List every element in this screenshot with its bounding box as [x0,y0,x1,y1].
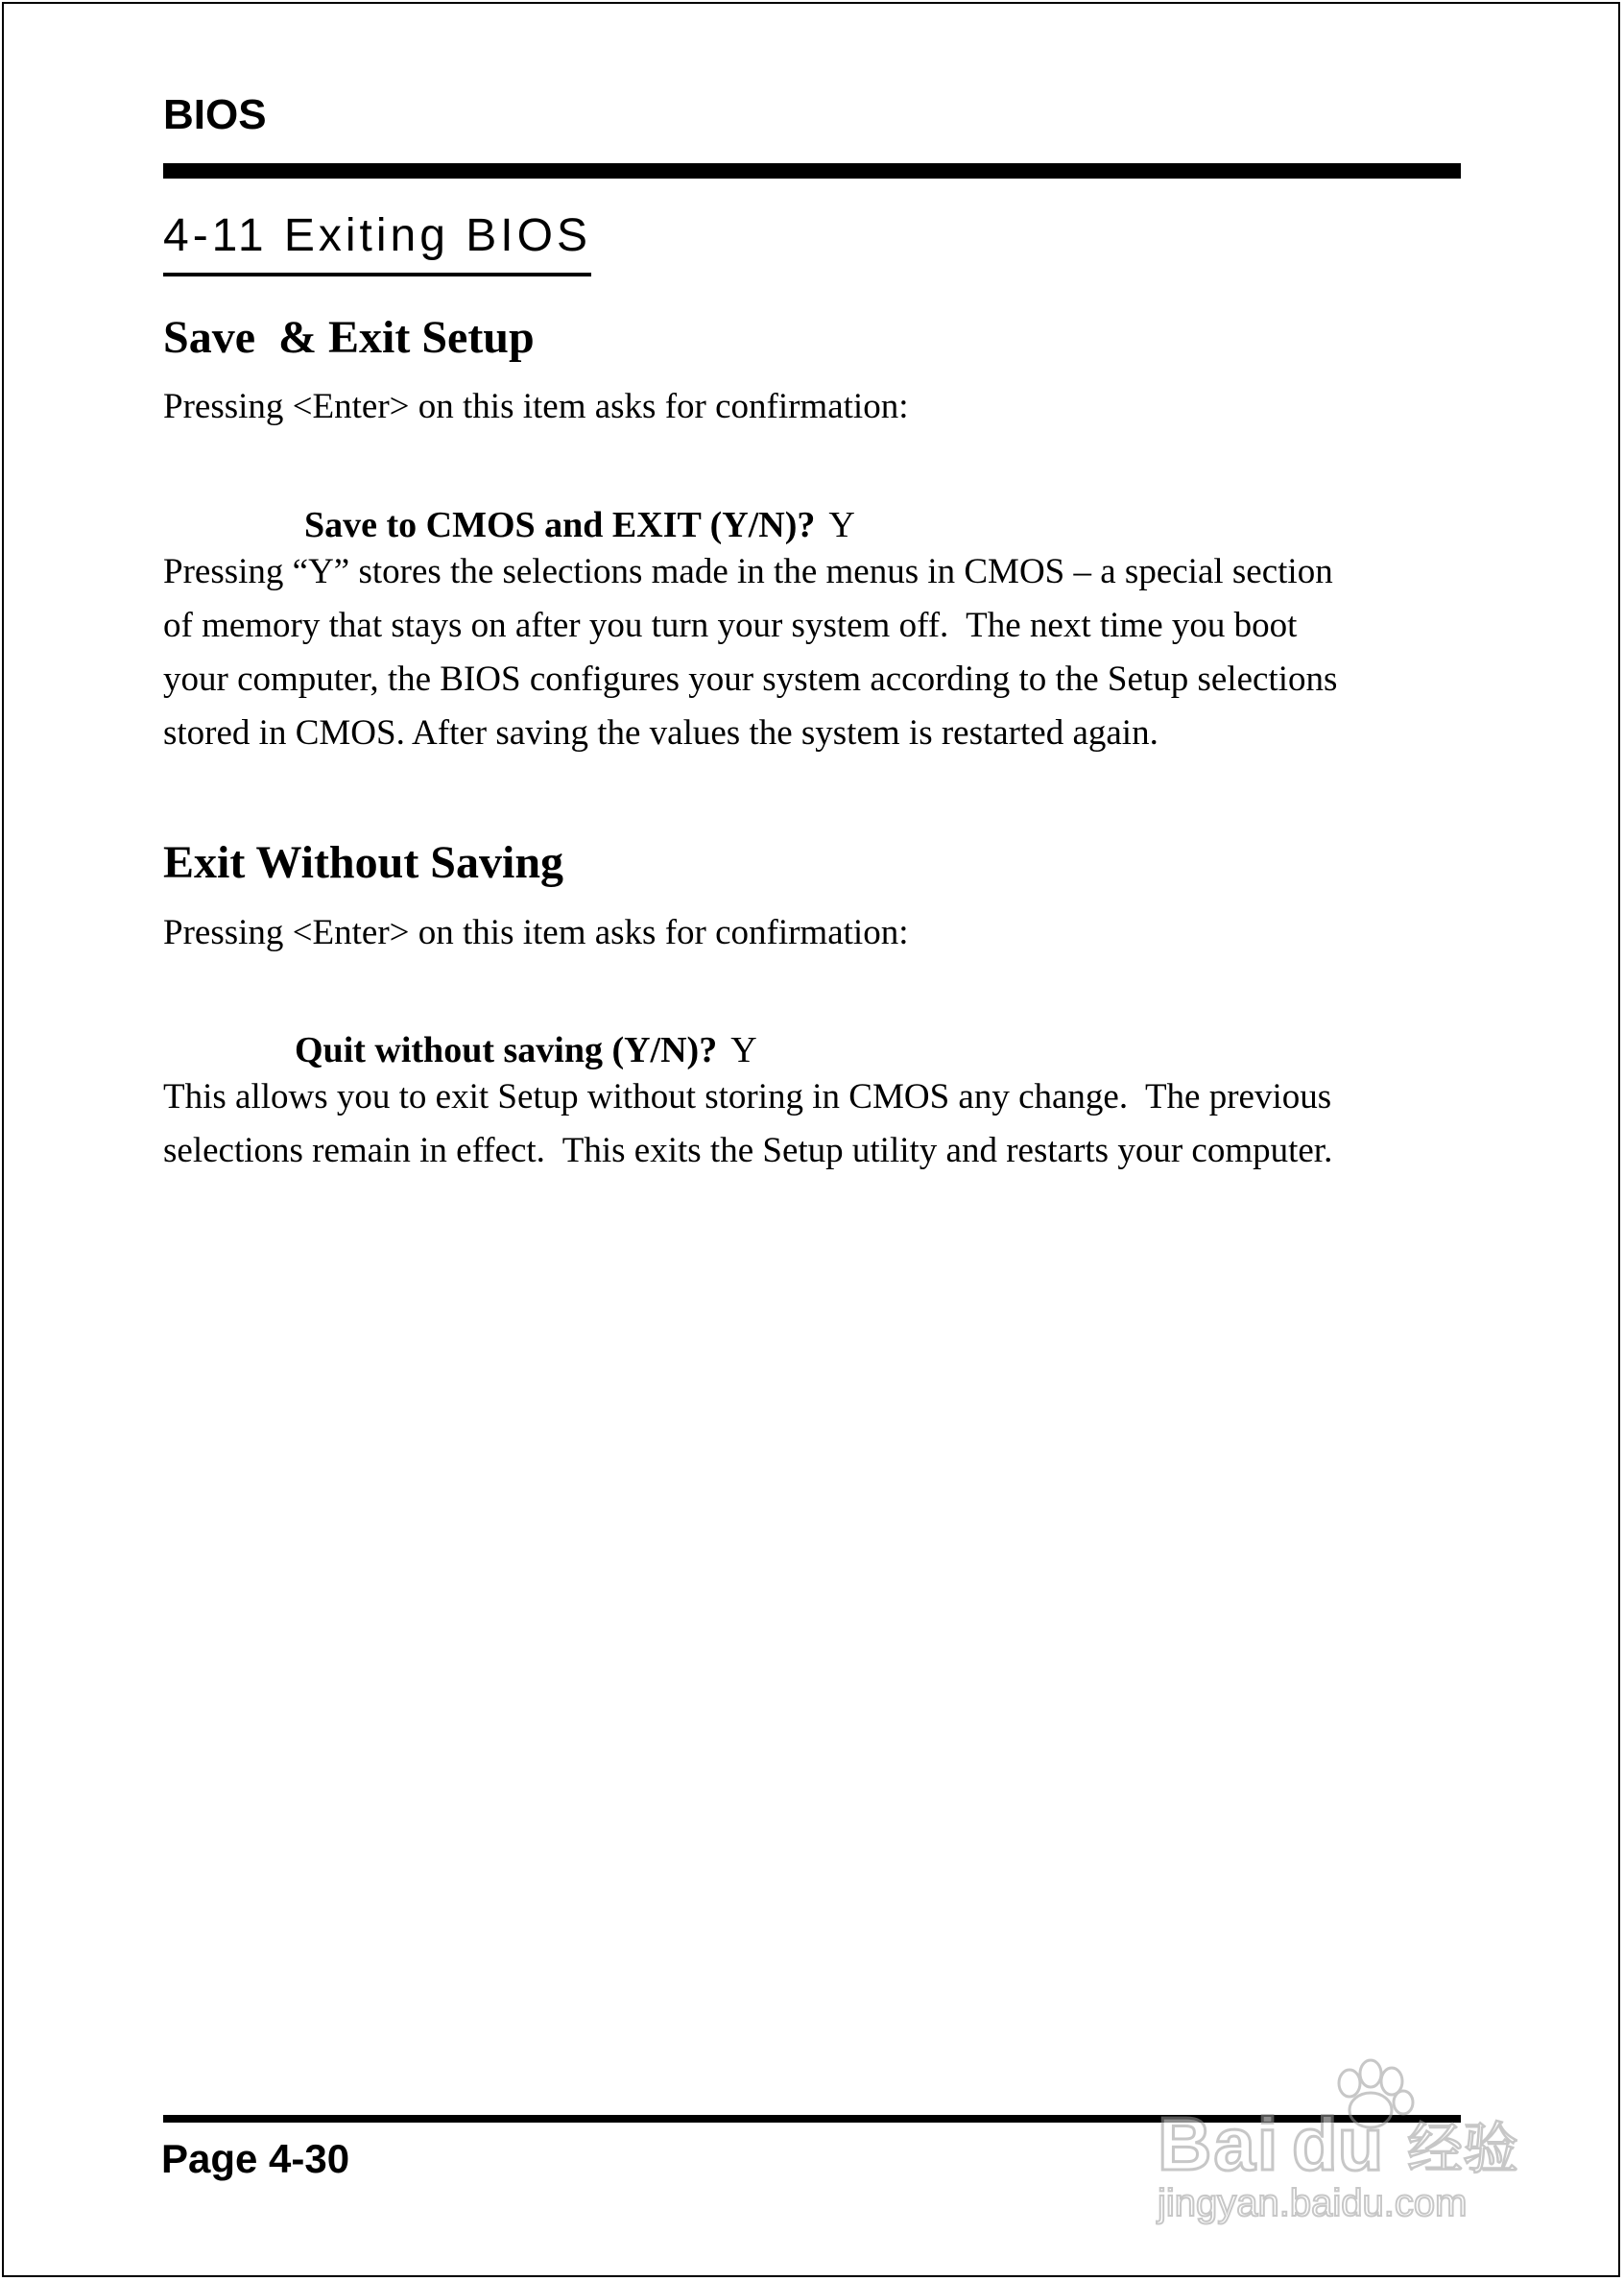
save-exit-prompt-question: Save to CMOS and EXIT (Y/N)? [304,505,816,545]
paragraph-line: stored in CMOS. After saving the values the system is restarted again. [163,713,1158,753]
exit-without-saving-prompt-answer: Y [730,1030,757,1070]
exit-without-saving-description [163,1070,1469,1178]
paragraph-line: your computer, the BIOS configures your system according to the Setup selections [163,660,1338,699]
svg-text:du: du [1292,2101,1384,2186]
save-exit-description [163,545,1469,760]
svg-text:Bai: Bai [1158,2101,1280,2186]
exit-without-saving-intro: Pressing <Enter> on this item asks for confirmation: [163,913,909,952]
exit-without-saving-prompt [276,996,757,1068]
paragraph-line: selections remain in effect. This exits the Setup utility and restarts your computer. [163,1131,1333,1170]
page-number: Page 4-30 [161,2136,350,2181]
section-title: 4-11 Exiting BIOS [163,213,591,276]
paragraph-line: of memory that stays on after you turn your system off. The next time you boot [163,606,1298,645]
paragraph-line: This allows you to exit Setup without storing in CMOS any change. The previous [163,1077,1332,1116]
svg-text:jingyan.baidu.com: jingyan.baidu.com [1158,2182,1468,2224]
exit-without-saving-heading: Exit Without Saving [163,837,564,888]
paw-icon [1148,2035,1532,2227]
save-exit-prompt [286,470,855,543]
header-rule [163,163,1461,179]
save-exit-intro: Pressing <Enter> on this item asks for confirmation: [163,387,909,426]
baidu-watermark [1148,2035,1532,2227]
save-exit-prompt-answer: Y [828,505,855,545]
paragraph-line: Pressing “Y” stores the selections made in the menus in CMOS – a special section [163,552,1333,591]
svg-text:经验: 经验 [1407,2116,1519,2181]
running-header: BIOS [163,91,267,138]
save-exit-heading: Save & Exit Setup [163,312,535,363]
exit-without-saving-prompt-question: Quit without saving (Y/N)? [295,1030,718,1070]
